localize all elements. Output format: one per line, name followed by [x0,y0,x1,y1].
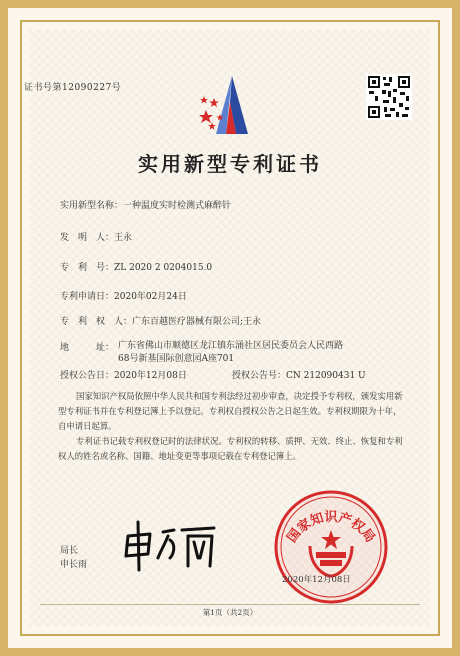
official-seal-icon [272,488,390,606]
field-address-label [60,342,114,355]
field-application-date [60,291,187,304]
footer-divider [40,604,420,605]
field-patentee [60,316,261,329]
field-address-line-2: 68号新基国际创意园A座701 [118,354,235,364]
field-label: 专 利 号： [60,263,115,273]
field-grant-number [232,370,366,383]
field-value: ZL 2020 2 0204015.0 [114,263,213,273]
signature-image [118,514,228,574]
director-name: 申长雨 [60,560,88,570]
field-patent-number [60,262,212,275]
qr-code-icon [366,74,412,120]
field-grant-date [60,370,187,383]
seal-date: 2020年12月08日 [282,575,351,585]
field-label: 专 利 权 人： [60,317,133,327]
seal-text: 国家知识产权局 [284,510,378,546]
field-label: 发 明 人： [60,233,115,243]
field-label: 授权公告日： [60,371,115,381]
field-value: 2020年12月08日 [114,371,187,381]
field-label: 授权公告号： [232,371,287,381]
field-value: 2020年02月24日 [114,292,187,302]
field-label: 专利申请日： [60,292,115,302]
director-title: 局长 [60,546,79,556]
page-number: 第1页（共2页） [202,608,258,617]
field-utility-model-name [60,200,231,213]
field-value: 一种温度实时检测式麻醉针 [123,201,232,211]
field-inventor [60,232,132,245]
certificate-serial: 证书号第12090227号 [24,83,122,93]
field-label: 实用新型名称： [60,201,124,211]
field-value: CN 212090431 U [286,371,366,381]
field-label: 地 址： [60,343,115,353]
field-value: 广东百越医疗器械有限公司;王永 [132,317,262,327]
certificate-title: 实用新型专利证书 [138,152,322,176]
paragraph-legal-status: 专利证书记载专利权登记时的法律状况。专利权的转移、质押、无效、终止、恢复和专利权人的姓名或名称、国籍、地址变更等事项记载在专利登记簿上。 [58,436,403,461]
field-value: 王永 [114,233,133,243]
field-address-line-1: 广东省佛山市顺德区龙江镇东涌社区居民委员会人民西路 [118,341,344,351]
paragraph-grant-statement: 国家知识产权局依照中华人民共和国专利法经过初步审查，决定授予专利权，颁发实用新型专利证书并在专利登记簿上予以登记。专利权自授权公告之日起生效。专利权期限为十年，自申请日起算。 [58,391,403,431]
cnipa-logo-icon [196,72,266,142]
